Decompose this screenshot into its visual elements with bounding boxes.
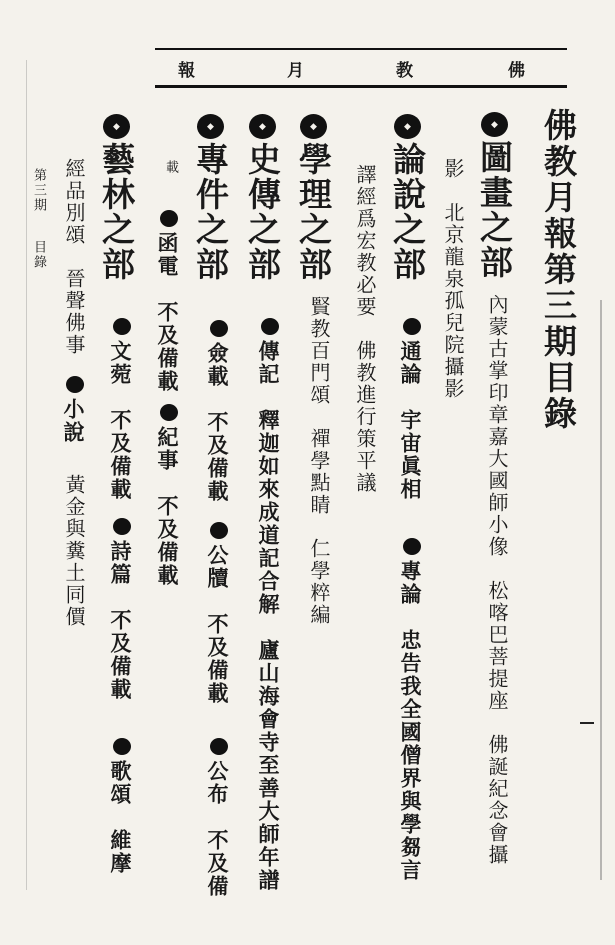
jingpin-line: 經品別頌 晉聲佛事 (62, 158, 86, 356)
sub-bullet-icon (210, 522, 228, 539)
section-line: 歌頌 維摩 (108, 760, 133, 875)
section-heading-xueli: 學理之部 (294, 142, 333, 282)
running-head-char: 報 (178, 61, 195, 81)
sub-bullet-icon (403, 538, 421, 555)
margin-rule (26, 60, 27, 890)
sub-bullet-icon (160, 404, 178, 421)
dian-line: 函電 不及備載 (155, 232, 180, 393)
sub-bullet-icon (66, 376, 84, 393)
sub-bullet-icon (261, 318, 279, 335)
section-bullet-icon: ◆ (481, 112, 508, 137)
section-line: 詩篇 不及備載 (108, 540, 133, 701)
section-line: 影 北京龍泉孤兒院攝影 (441, 158, 465, 400)
sub-bullet-icon (210, 320, 228, 337)
section-line: 專論 忠告我全國僧界與學芻言 (398, 560, 423, 882)
sub-bullet-icon (210, 738, 228, 755)
section-line: 譯經爲宏教必要 佛教進行策平議 (353, 164, 377, 494)
header-rule-top (155, 48, 567, 50)
section-heading-lunshuo: 論說之部 (388, 142, 427, 282)
section-line: 公布 不及備 (205, 760, 230, 898)
section-line: 賢教百門頌 禪學點睛 仁學粹編 (307, 296, 331, 626)
running-head-char: 教 (396, 61, 413, 81)
section-line: 內蒙古掌印章嘉大國師小像 松喀巴菩提座 佛誕紀念會攝 (485, 294, 509, 866)
issue-number: 第三期 (31, 168, 46, 213)
section-heading-shizhuan: 史傳之部 (243, 142, 282, 282)
running-head-char: 月 (287, 61, 304, 81)
section-line: 文菀 不及備載 (108, 340, 133, 501)
section-bullet-icon: ◆ (300, 114, 327, 139)
xiaoshuo-text: 黃金與糞土同價 (62, 474, 86, 628)
section-line: 紀事 不及備載 (155, 426, 180, 587)
running-head-char: 佛 (508, 61, 525, 81)
sub-bullet-icon (113, 738, 131, 755)
section-line: 公牘 不及備載 (205, 544, 230, 705)
section-bullet-icon: ◆ (197, 114, 224, 139)
section-bullet-icon: ◆ (394, 114, 421, 139)
section-line: 僉載 不及備載 (205, 342, 230, 503)
sub-bullet-icon (113, 318, 131, 335)
section-heading-zhuanjian: 專件之部 (191, 142, 230, 282)
xiaoshuo-label: 小說 (61, 398, 86, 444)
sub-bullet-icon (160, 210, 178, 227)
sub-bullet-icon (403, 318, 421, 335)
section-heading-yilin: 藝林之部 (97, 142, 136, 282)
section-bullet-icon: ◆ (249, 114, 276, 139)
section-line: 通論 宇宙眞相 (398, 340, 423, 501)
sub-bullet-icon (113, 518, 131, 535)
header-rule-bottom (155, 85, 567, 88)
footer-label: 目錄 (31, 240, 46, 270)
section-bullet-icon: ◆ (103, 114, 130, 139)
page-title: 佛教月報第三期目錄 (539, 108, 578, 432)
section-heading-tuhua: 圖畫之部 (475, 140, 514, 280)
zai-char: 載 (163, 160, 178, 176)
margin-rule (600, 300, 602, 880)
margin-mark (580, 722, 594, 724)
section-line: 傳記 釋迦如來成道記合解 廬山海會寺至善大師年譜 (256, 340, 281, 892)
